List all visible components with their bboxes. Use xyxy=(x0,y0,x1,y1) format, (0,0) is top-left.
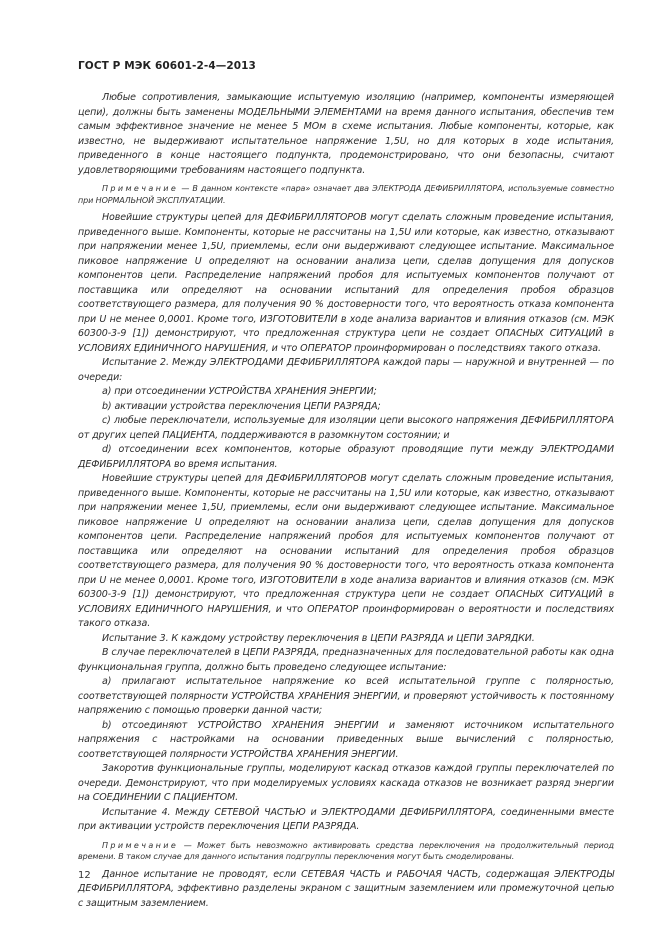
paragraph-not-performed: Данное испытание не проводят, если СЕТЕВАЯ ЧАСТЬ и РАБОЧАЯ ЧАСТЬ, содержащая ЭЛЕКТРОДЫ ДЕФИБРИЛЛЯТОРА, эффективно разделены экраном с защитным заземлением или промежуточной цепью с защитным заземлением. xyxy=(78,868,614,909)
paragraph-test-2: Испытание 2. Между ЭЛЕКТРОДАМИ ДЕФИБРИЛЛЯТОРА каждой пары — наружной и внутренней — по очереди: xyxy=(78,357,614,383)
list-item-b2: b) отсоединяют УСТРОЙСТВО ХРАНЕНИЯ ЭНЕРГИИ и заменяют источником испытательного напряжения с настройками на основании приведенных выше вычислений с полярностью, соответствующей полярности УСТРОЙСТВА ХРАНЕНИЯ ЭНЕРГИИ. xyxy=(78,719,614,760)
paragraph-test-4: Испытание 4. Между СЕТЕВОЙ ЧАСТЬЮ и ЭЛЕКТРОДАМИ ДЕФИБРИЛЛЯТОРА, соединенными вместе при активации устройств переключения ЦЕПИ РАЗРЯДА. xyxy=(78,806,614,832)
paragraph-resistors: Любые сопротивления, замыкающие испытуемую изоляцию (например, компоненты измеряющей цепи), должны быть заменены МОДЕЛЬНЫМИ ЭЛЕМЕНТАМИ на время данного испытания, обеспечив тем самым эффективное значение не менее 5 МОм в схеме испытания. Любые компоненты, которые, как известно, не выдерживают испытательное напряжение 1,5U, но для которых в ходе испытания, приведенного в конце настоящего подпункта, продемонстрировано, что они безопасны, считают удовлетворяющими требованиям настоящего подпункта. xyxy=(78,92,614,176)
list-item-c: c) любые переключатели, используемые для изоляции цепи высокого напряжения ДЕФИБРИЛЛЯТОРА от других цепей ПАЦИЕНТА, поддерживаются в разомкнутом состоянии; и xyxy=(78,415,614,441)
paragraph-switches: В случае переключателей в ЦЕПИ РАЗРЯДА, предназначенных для последовательной работы как одна функциональная группа, должно быть проведено следующее испытание: xyxy=(78,647,614,673)
note-text: — В данном контексте «пара» означает два ЭЛЕКТРОДА ДЕФИБРИЛЛЯТОРА, используемые совместно при НОРМАЛЬНОЙ ЭКСПЛУАТАЦИИ. xyxy=(78,184,614,205)
note-text: — Может быть невозможно активировать средства переключения на продолжительный период времени. В таком случае для данного испытания подгруппы переключения могут быть смоделированы. xyxy=(78,840,614,861)
list-item-a: a) при отсоединении УСТРОЙСТВА ХРАНЕНИЯ ЭНЕРГИИ; xyxy=(102,386,377,397)
document-body xyxy=(78,91,614,911)
list-item-d: d) отсоединении всех компонентов, которые образуют проводящие пути между ЭЛЕКТРОДАМИ ДЕФИБРИЛЛЯТОРА во время испытания. xyxy=(78,444,614,470)
paragraph-cascade: Закоротив функциональные группы, моделируют каскад отказов каждой группы переключателей по очереди. Демонстрируют, что при моделируемых условиях каскада отказов не возникает разряд энергии на СОЕДИНЕНИИ С ПАЦИЕНТОМ. xyxy=(78,763,614,803)
paragraph-test-3: Испытание 3. К каждому устройству переключения в ЦЕПИ РАЗРЯДА и ЦЕПИ ЗАРЯДКИ. xyxy=(102,632,535,644)
list-item-a2: a) прилагают испытательное напряжение ко всей испытательной группе с полярностью, соответствующей полярности УСТРОЙСТВА ХРАНЕНИЯ ЭНЕРГИИ, и проверяют устойчивость к постоянному напряжению с помощью проверки данной части; xyxy=(78,676,614,716)
document-header: ГОСТ Р МЭК 60601-2-4—2013 xyxy=(78,60,256,72)
note-switching xyxy=(78,840,614,863)
note-pair xyxy=(78,183,614,206)
note-label: Примечание xyxy=(102,184,179,193)
paragraph-new-structures: Новейшие структуры цепей для ДЕФИБРИЛЛЯТОРОВ могут сделать сложным проведение испытания, приведенного выше. Компоненты, которые не рассчитаны на 1,5U или которые, как известно, отказывают при напряжении менее 1,5U, приемлемы, если они выдерживают следующее испытание. Максимальное пиковое напряжение U определяют на основании анализа цепи, сделав допущения для допусков компонентов цепи. Распределение напряжений пробоя для испытуемых компонентов получают от поставщика или определяют на основании испытаний для определения пробоя образцов соответствующего размера, для получения 90 % достоверности того, что вероятность отказа компонента при U не менее 0,0001. Кроме того, ИЗГОТОВИТЕЛИ в ходе анализа вариантов и влияния отказов (см. МЭК 60300-3-9 [1]) демонстрируют, что предложенная структура цепи не создает ОПАСНЫХ СИТУАЦИЙ в УСЛОВИЯХ ЕДИНИЧНОГО НАРУШЕНИЯ, и что ОПЕРАТОР проинформирован о последствиях такого отказа. xyxy=(78,212,614,354)
page-number: 12 xyxy=(78,870,91,881)
paragraph-new-structures-2: Новейшие структуры цепей для ДЕФИБРИЛЛЯТОРОВ могут сделать сложным проведение испытания, приведенного выше. Компоненты, которые не рассчитаны на 1,5U или которые, как известно, отказывают при напряжении менее 1,5U, приемлемы, если они выдерживают следующее испытание. Максимальное пиковое напряжение U определяют на основании анализа цепи, сделав допущения для допусков компонентов цепи. Распределение напряжений пробоя для испытуемых компонентов получают от поставщика или определяют на основании испытаний для определения пробоя образцов соответствующего размера, для получения 90 % достоверности того, что вероятность отказа компонента при U не менее 0,0001. Кроме того, ИЗГОТОВИТЕЛИ в ходе анализа вариантов и влияния отказов (см. МЭК 60300-3-9 [1]) демонстрируют, что предложенная структура цепи не создает ОПАСНЫХ СИТУАЦИЙ в УСЛОВИЯХ ЕДИНИЧНОГО НАРУШЕНИЯ, и что ОПЕРАТОР проинформирован о вероятности и последствиях такого отказа. xyxy=(78,473,614,629)
list-item-b: b) активации устройства переключения ЦЕПИ РАЗРЯДА; xyxy=(102,400,381,412)
note-label: Примечание xyxy=(102,840,179,850)
